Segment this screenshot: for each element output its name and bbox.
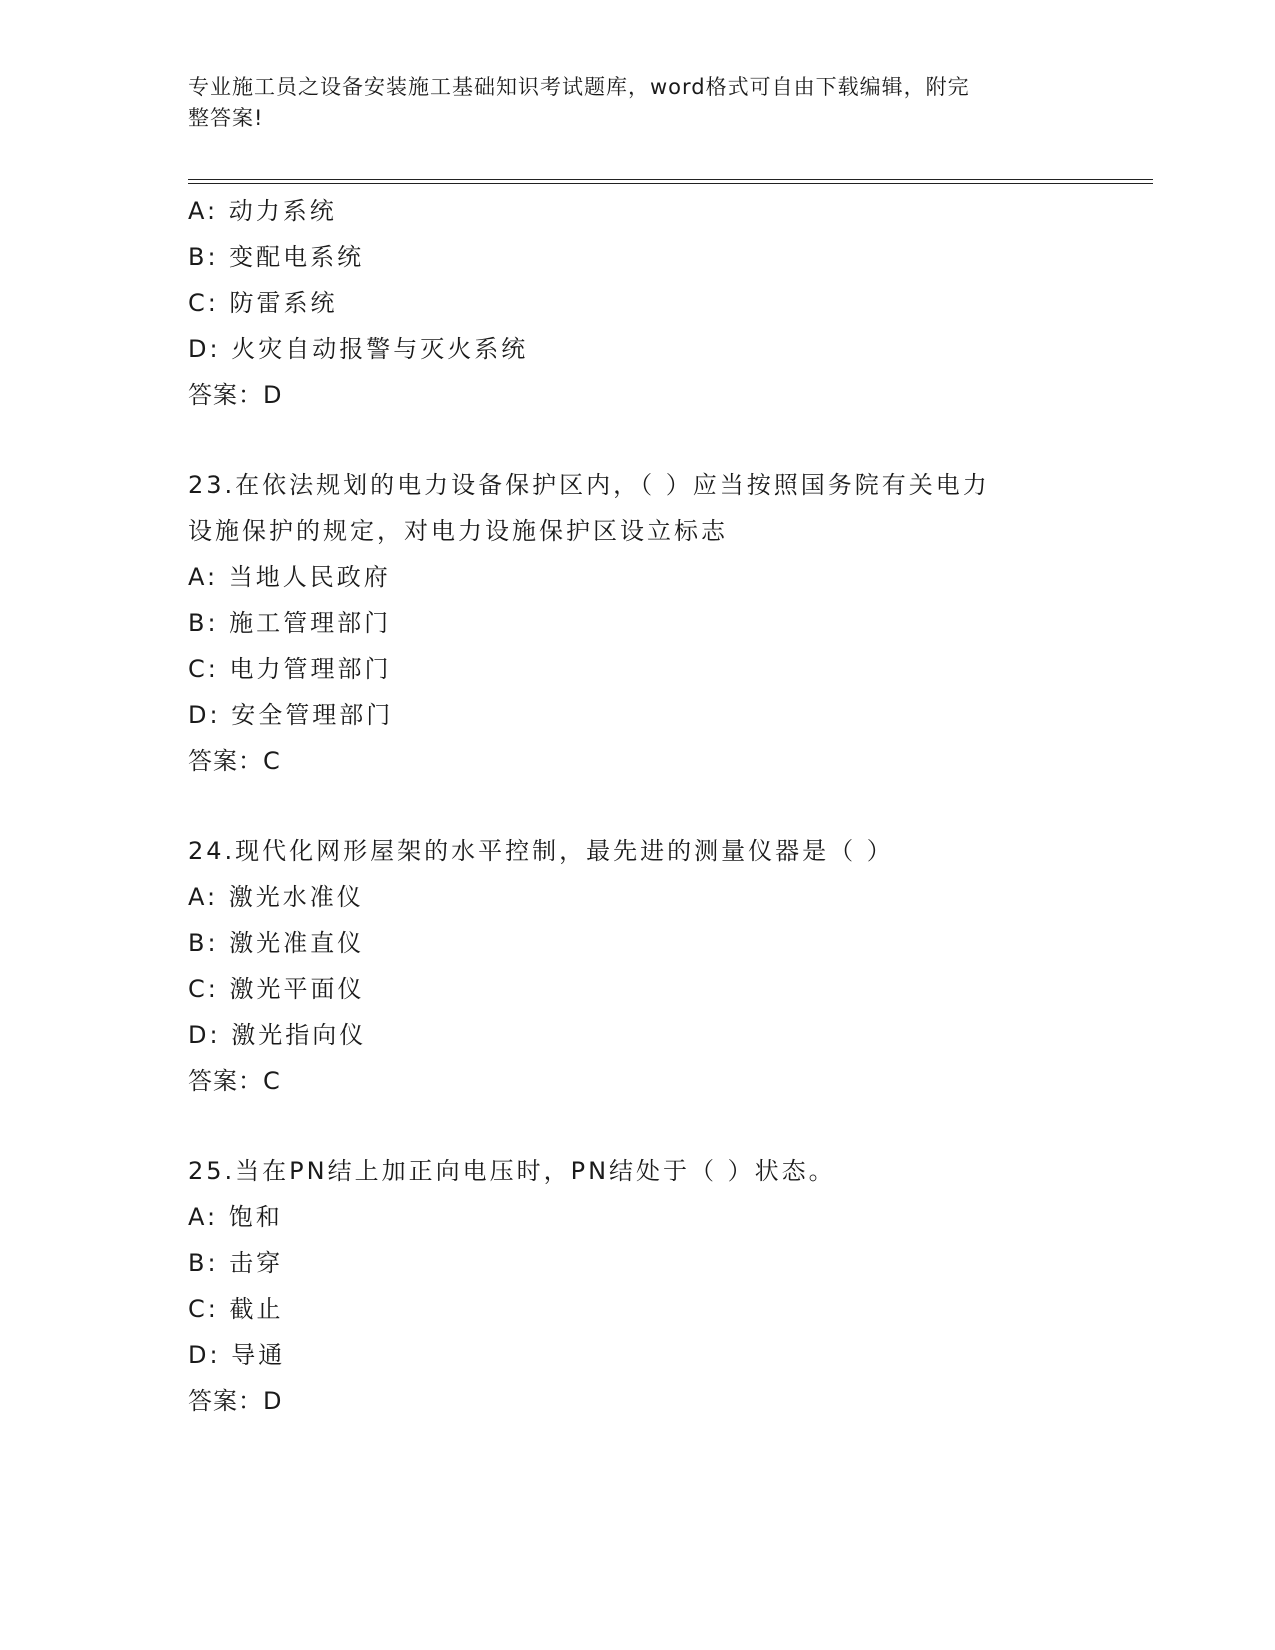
question-23-block: [188, 462, 1148, 784]
option-a: A: 当地人民政府: [188, 563, 391, 591]
header-divider-top: [188, 179, 1153, 180]
spacer: [188, 1104, 1148, 1148]
option-a: A: 激光水准仪: [188, 883, 364, 911]
answer-line: 答案：D: [188, 381, 283, 409]
option-d: D: 安全管理部门: [188, 701, 394, 729]
header-line-1: 专业施工员之设备安装施工基础知识考试题库，word格式可自由下载编辑，附完: [188, 75, 970, 99]
option-d: D: 激光指向仪: [188, 1021, 367, 1049]
question-stem-line: 25.当在PN结上加正向电压时，PN结处于（ ）状态。: [188, 1157, 836, 1185]
option-c: C: 防雷系统: [188, 289, 338, 317]
question-stem-line: 设施保护的规定，对电力设施保护区设立标志: [188, 517, 728, 545]
document-header: [188, 72, 1088, 134]
option-a: A: 动力系统: [188, 197, 337, 225]
option-b: B: 变配电系统: [188, 243, 365, 271]
option-c: C: 电力管理部门: [188, 655, 392, 683]
question-stem-line: 24.现代化网形屋架的水平控制，最先进的测量仪器是（ ）: [188, 837, 894, 865]
option-b: B: 激光准直仪: [188, 929, 365, 957]
question-25-block: [188, 1148, 1148, 1424]
option-c: C: 截止: [188, 1295, 284, 1323]
option-a: A: 饱和: [188, 1203, 283, 1231]
answer-line: 答案：D: [188, 1387, 283, 1415]
spacer: [188, 784, 1148, 828]
spacer: [188, 418, 1148, 462]
option-c: C: 激光平面仪: [188, 975, 365, 1003]
answer-line: 答案：C: [188, 1067, 281, 1095]
question-stem-line: 23.在依法规划的电力设备保护区内，（ ）应当按照国务院有关电力: [188, 471, 990, 499]
header-divider-bottom: [188, 183, 1153, 184]
option-b: B: 击穿: [188, 1249, 284, 1277]
previous-question-block: [188, 188, 1148, 418]
question-content: [188, 188, 1148, 1424]
header-line-2: 整答案!: [188, 106, 264, 130]
option-b: B: 施工管理部门: [188, 609, 392, 637]
option-d: D: 火灾自动报警与灭火系统: [188, 335, 529, 363]
option-d: D: 导通: [188, 1341, 286, 1369]
question-24-block: [188, 828, 1148, 1104]
answer-line: 答案：C: [188, 747, 281, 775]
